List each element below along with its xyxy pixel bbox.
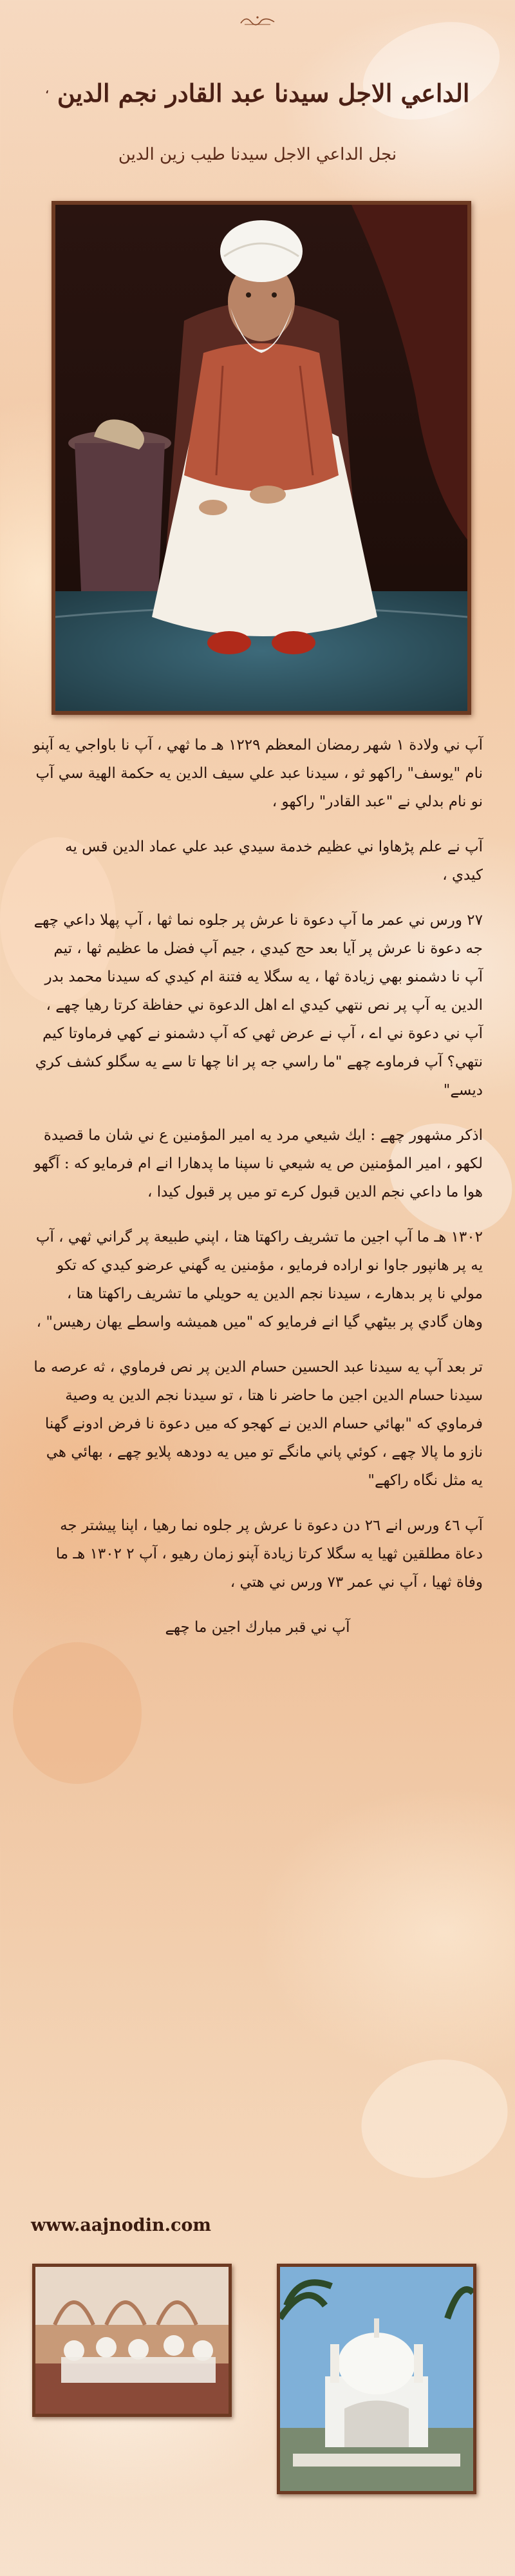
paragraph-tenure: آپ ٤٦ ورس انے ٢٦ دن دعوة نا عرش پر جلوه نما رهيا ، اپنا پيشتر جه دعاة مطلقين ثهيا يه سگلا كرتا زيادة آپنو زمان رهيو ، آپ ٢ ١٣٠٢ هـ ما وفاة ثهيا ، آپ ني عمر ٧٣ ورس ني هتي ، xyxy=(55,1517,483,1591)
paragraph-tomb: آپ ني قبر مبارك اجين ما چهے xyxy=(165,1619,350,1636)
page-title xyxy=(26,79,489,108)
page-subtitle: نجل الداعي الاجل سيدنا طيب زين الدين xyxy=(118,145,397,164)
paragraph-succession: تر بعد آپ يه سيدنا عبد الحسين حسام الدين پر نص فرماوي ، ثه عرصه ما سيدنا حسام الدين اجين ما حاضر نا هتا ، تو سيدنا نجم الدين يه وصية فرماوي كه "بهائي حسام الدين نے كهجو كه ميں دعوة نا فرض ادونے گهنا نازو ما پالا چهے ، كوئي پاني مانگے تو ميں يه دودهه پلايو چهے ، بهائي هي يه مثل نگاه راكهے" xyxy=(33,1359,483,1489)
honorific-mark: ، xyxy=(45,83,49,96)
paragraph-ujjain: ١٣٠٢ هـ ما آپ اجين ما تشريف راكهتا هتا ، اپني طبيعة پر گراني ثهي ، آپ يه پر هانپور جاوا نو اراده فرمايو ، مؤمنين يه گهني عرضو كيدي كه تكو مولي نا پر بدهارے ، سيدنا نجم الدين يه حويلي ما تشريف راكهتا هتا ، وهان گادي پر بيٹهي گيا انے فرمايو كه "ميں هميشه واسطے يهان رهيس" ، xyxy=(35,1229,483,1331)
website-link[interactable]: www.aajnodin.com xyxy=(31,2215,211,2235)
gathering-photo xyxy=(32,2264,232,2417)
calligraphy-emblem xyxy=(238,13,277,27)
paragraph-birth: آپ ني ولادة ١ شهر رمضان المعظم ١٢٢٩ هـ ما ثهي ، آپ نا باواجي يه آپنو نام "يوسف" راكهو ثو ، سيدنا عبد علي سيف الدين يه حكمة الهية سي آپ نو نام بدلي نے "عبد القادر" راكهو ، xyxy=(33,737,483,810)
portrait-painting xyxy=(52,201,471,715)
paragraph-anecdote: اذكر مشهور چهے : ايك شيعي مرد يه امير المؤمنين ع ني شان ما قصيدة لكهو ، امير المؤمنين ص يه شيعي نا سپنا ما پدهارا انے ام فرمايو كه : آگهو هوا ما داعي نجم الدين قبول كرے تو ميں پر قبول كيدا ، xyxy=(33,1127,483,1200)
biography-text xyxy=(32,731,483,1658)
paragraph-education: آپ نے علم پڑهاوا ني عظيم خدمة سيدي عبد علي عماد الدين قس يه كيدي ، xyxy=(65,838,483,884)
paragraph-accession: ٢٧ ورس ني عمر ما آپ دعوة نا عرش پر جلوه نما ثها ، آپ پهلا داعي چهے جه دعوة نا عرش پر آيا بعد حج كيدي ، جيم آپ فضل ما عظيم ثها ، تيم آپ نا دشمنو بهي زيادة ثها ، يه سگلا يه فتنة ام كيدي كه سيدنا محمد بدر الدين يه آپ پر نص نتهي كيدي اے اهل الدعوة ني حفاظة كرتا رهيا چهے ، آپ ني دعوة ني اے ، آپ نے عرض ثهي كه آپ دشمنو نے كهي فرماوتا كيم نتهي؟ آپ فرماوے چهے "ما راسي جه پر انا چها تا سے يه سگلو كشف كري ديسے" xyxy=(33,912,483,1099)
mausoleum-photo xyxy=(277,2264,476,2494)
title-text: الداعي الاجل سيدنا عبد القادر نجم الدين xyxy=(57,79,470,108)
